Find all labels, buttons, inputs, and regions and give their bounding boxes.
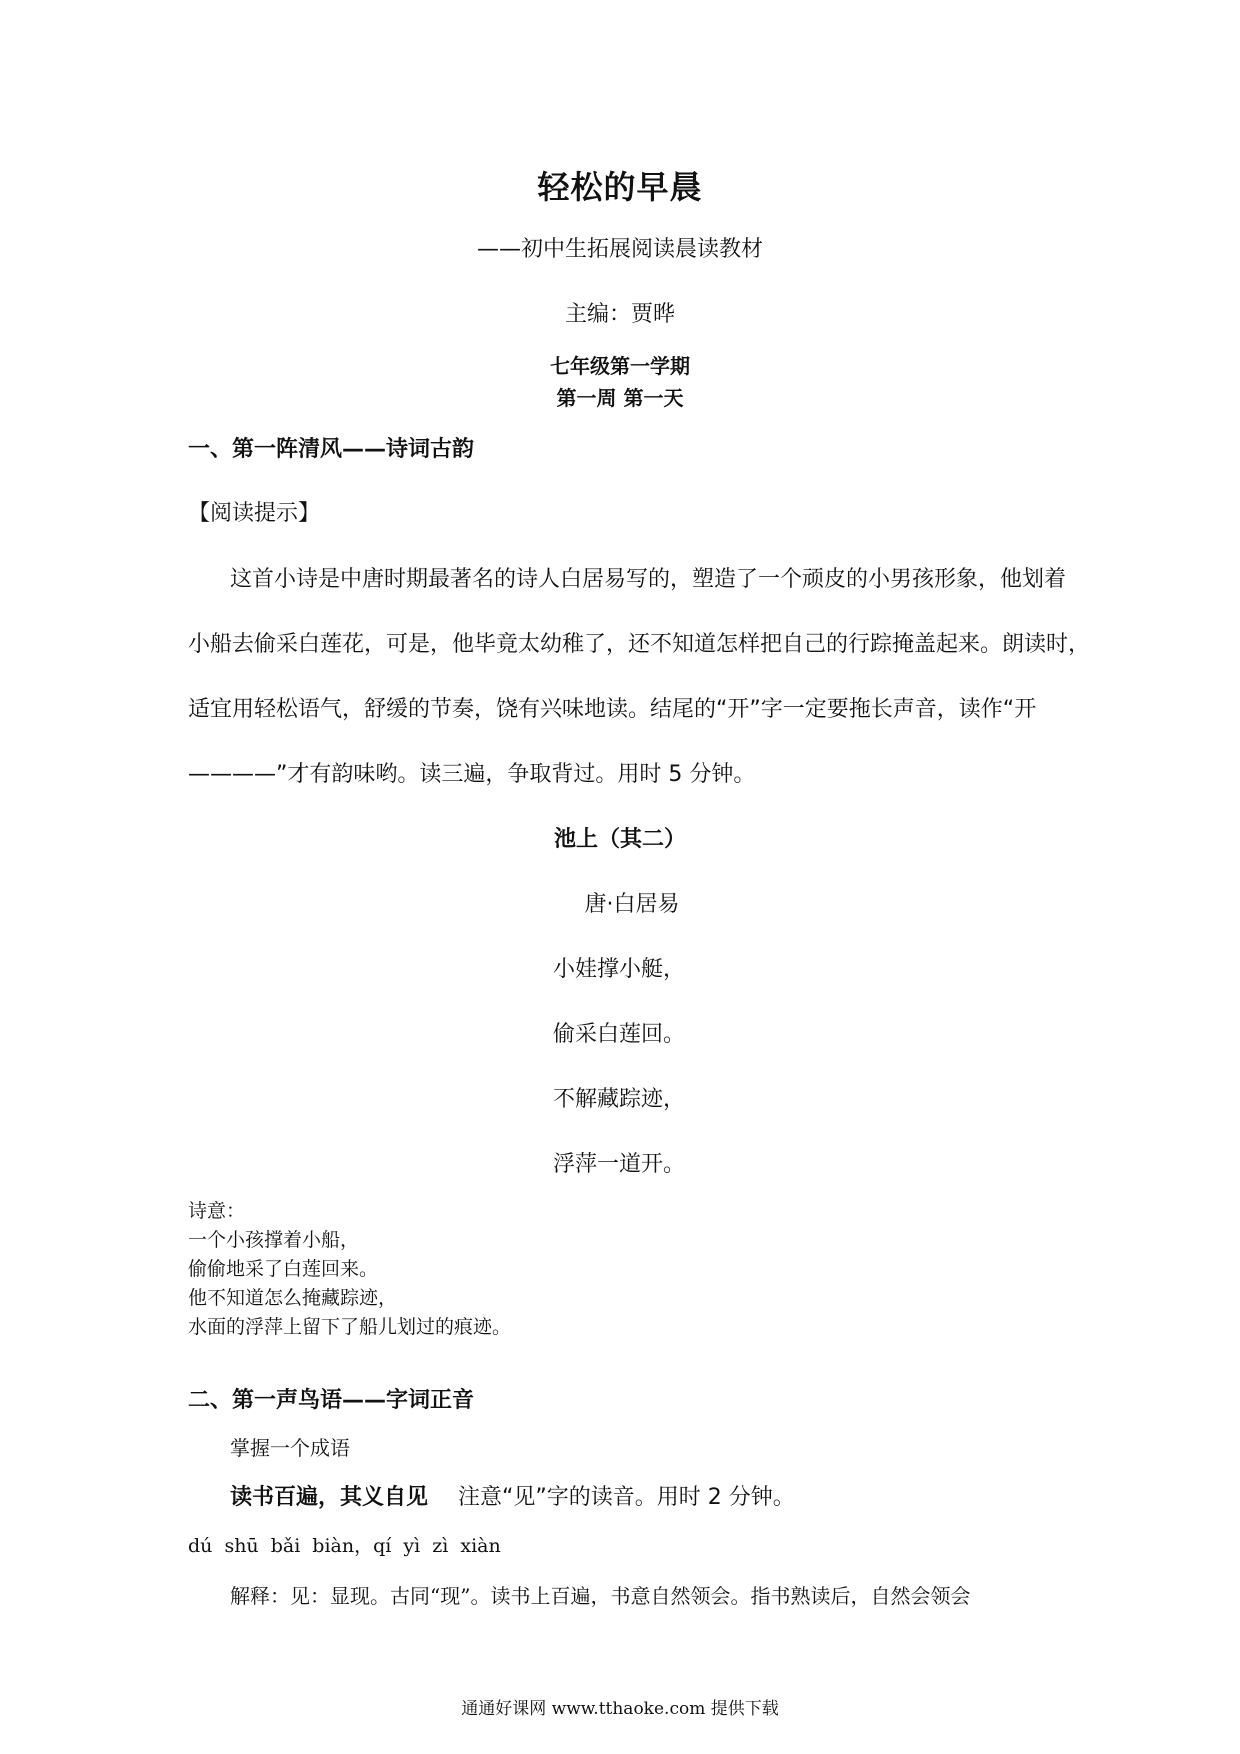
idiom-note: 注意“见”字的读音。用时 2 分钟。 bbox=[458, 1485, 795, 1510]
reading-tip-label: 【阅读提示】 bbox=[188, 501, 321, 526]
poem-meaning-label: 诗意： bbox=[188, 1200, 246, 1222]
poem-line: 偷采白莲回。 bbox=[553, 1022, 686, 1047]
week-day: 第一周 第一天 bbox=[556, 386, 684, 410]
poem-line: 不解藏踪迹， bbox=[553, 1087, 686, 1112]
poem-line: 小娃撑小艇， bbox=[553, 957, 686, 982]
poem-line: 浮萍一道开。 bbox=[553, 1152, 686, 1177]
explanation-label: 解释： bbox=[230, 1584, 290, 1608]
poem-meaning-line: 偷偷地采了白莲回来。 bbox=[188, 1258, 379, 1280]
reading-tip-line: 这首小诗是中唐时期最著名的诗人白居易写的，塑造了一个顽皮的小男孩形象，他划着 bbox=[230, 567, 1067, 592]
reading-tip-line: 适宜用轻松语气，舒缓的节奏，饶有兴味地读。结尾的“开”字一定要拖长声音，读作“开 bbox=[188, 697, 1037, 722]
idiom-pinyin: dú shū bǎi biàn，qí yì zì xiàn bbox=[188, 1535, 501, 1557]
poem-author: 唐·白居易 bbox=[584, 892, 680, 917]
editor-line: 主编：贾晔 bbox=[564, 302, 675, 327]
poem-title: 池上（其二） bbox=[553, 827, 686, 852]
section-heading-pronunciation: 二、第一声鸟语——字词正音 bbox=[188, 1388, 475, 1413]
idiom-text: 读书百遍，其义自见 bbox=[230, 1485, 429, 1510]
idiom-explanation bbox=[230, 1580, 970, 1609]
poem-meaning-line: 水面的浮萍上留下了船儿划过的痕迹。 bbox=[188, 1316, 512, 1338]
poem-meaning-line: 他不知道怎么掩藏踪迹， bbox=[188, 1287, 398, 1309]
reading-tip-line: ————”才有韵味哟。读三遍，争取背过。用时 5 分钟。 bbox=[188, 762, 756, 787]
section-heading-poetry: 一、第一阵清风——诗词古韵 bbox=[188, 437, 475, 462]
reading-tip-line: 小船去偷采白莲花，可是，他毕竟太幼稚了，还不知道怎样把自己的行踪掩盖起来。朗读时， bbox=[188, 632, 1091, 657]
idiom-line bbox=[230, 1480, 795, 1511]
document-subtitle: ——初中生拓展阅读晨读教材 bbox=[476, 237, 763, 262]
document-title: 轻松的早晨 bbox=[537, 168, 703, 206]
poem-meaning-line: 一个小孩撑着小船， bbox=[188, 1229, 360, 1251]
explanation-text: 见：显现。古同“现”。读书上百遍，书意自然领会。指书熟读后，自然会领会 bbox=[290, 1584, 971, 1608]
grade-semester: 七年级第一学期 bbox=[550, 354, 690, 378]
idiom-intro: 掌握一个成语 bbox=[230, 1436, 350, 1460]
footer-source: 通通好课网 www.tthaoke.com 提供下载 bbox=[461, 1699, 779, 1719]
